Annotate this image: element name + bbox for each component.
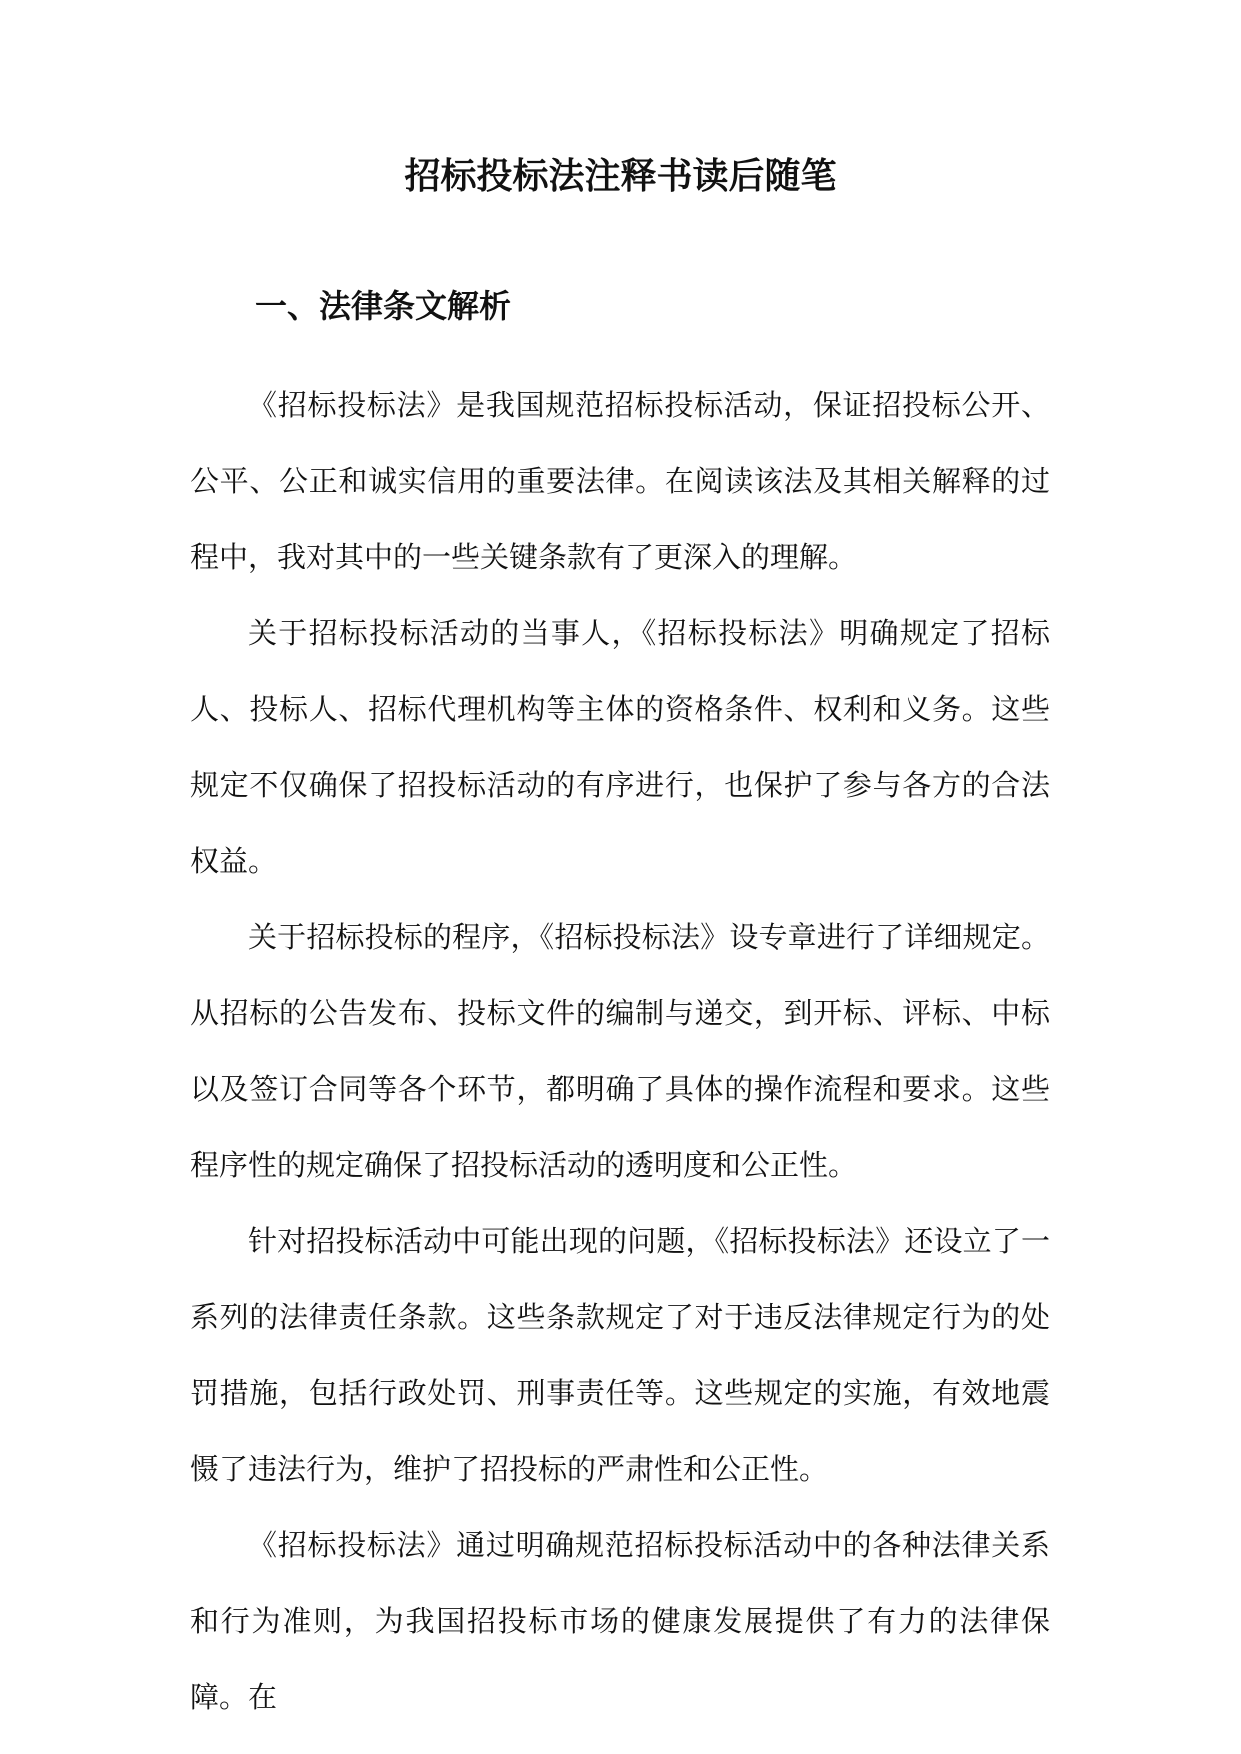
paragraph: 关于招标投标的程序，《招标投标法》设专章进行了详细规定。从招标的公告发布、投标文件的编制与递交，到开标、评标、中标以及签订合同等各个环节，都明确了具体的操作流程和要求。这些程序性的规定确保了招投标活动的透明度和公正性。 xyxy=(190,920,1050,1182)
paragraph: 针对招投标活动中可能出现的问题，《招标投标法》还设立了一系列的法律责任条款。这些条款规定了对于违反法律规定行为的处罚措施，包括行政处罚、刑事责任等。这些规定的实施，有效地震慑了违法行为，维护了招投标的严肃性和公正性。 xyxy=(190,1224,1050,1486)
document-body xyxy=(190,367,1050,1735)
document-title: 招标投标法注释书读后随笔 xyxy=(404,155,837,197)
paragraph: 《招标投标法》是我国规范招标投标活动，保证招投标公开、公平、公正和诚实信用的重要法律。在阅读该法及其相关解释的过程中，我对其中的一些关键条款有了更深入的理解。 xyxy=(190,388,1050,574)
section-heading: 一、法律条文解析 xyxy=(255,287,512,325)
paragraph: 《招标投标法》通过明确规范招标投标活动中的各种法律关系和行为准则，为我国招投标市场的健康发展提供了有力的法律保障。在 xyxy=(190,1528,1050,1714)
paragraph: 关于招标投标活动的当事人，《招标投标法》明确规定了招标人、投标人、招标代理机构等主体的资格条件、权利和义务。这些规定不仅确保了招投标活动的有序进行，也保护了参与各方的合法权益。 xyxy=(190,616,1050,878)
